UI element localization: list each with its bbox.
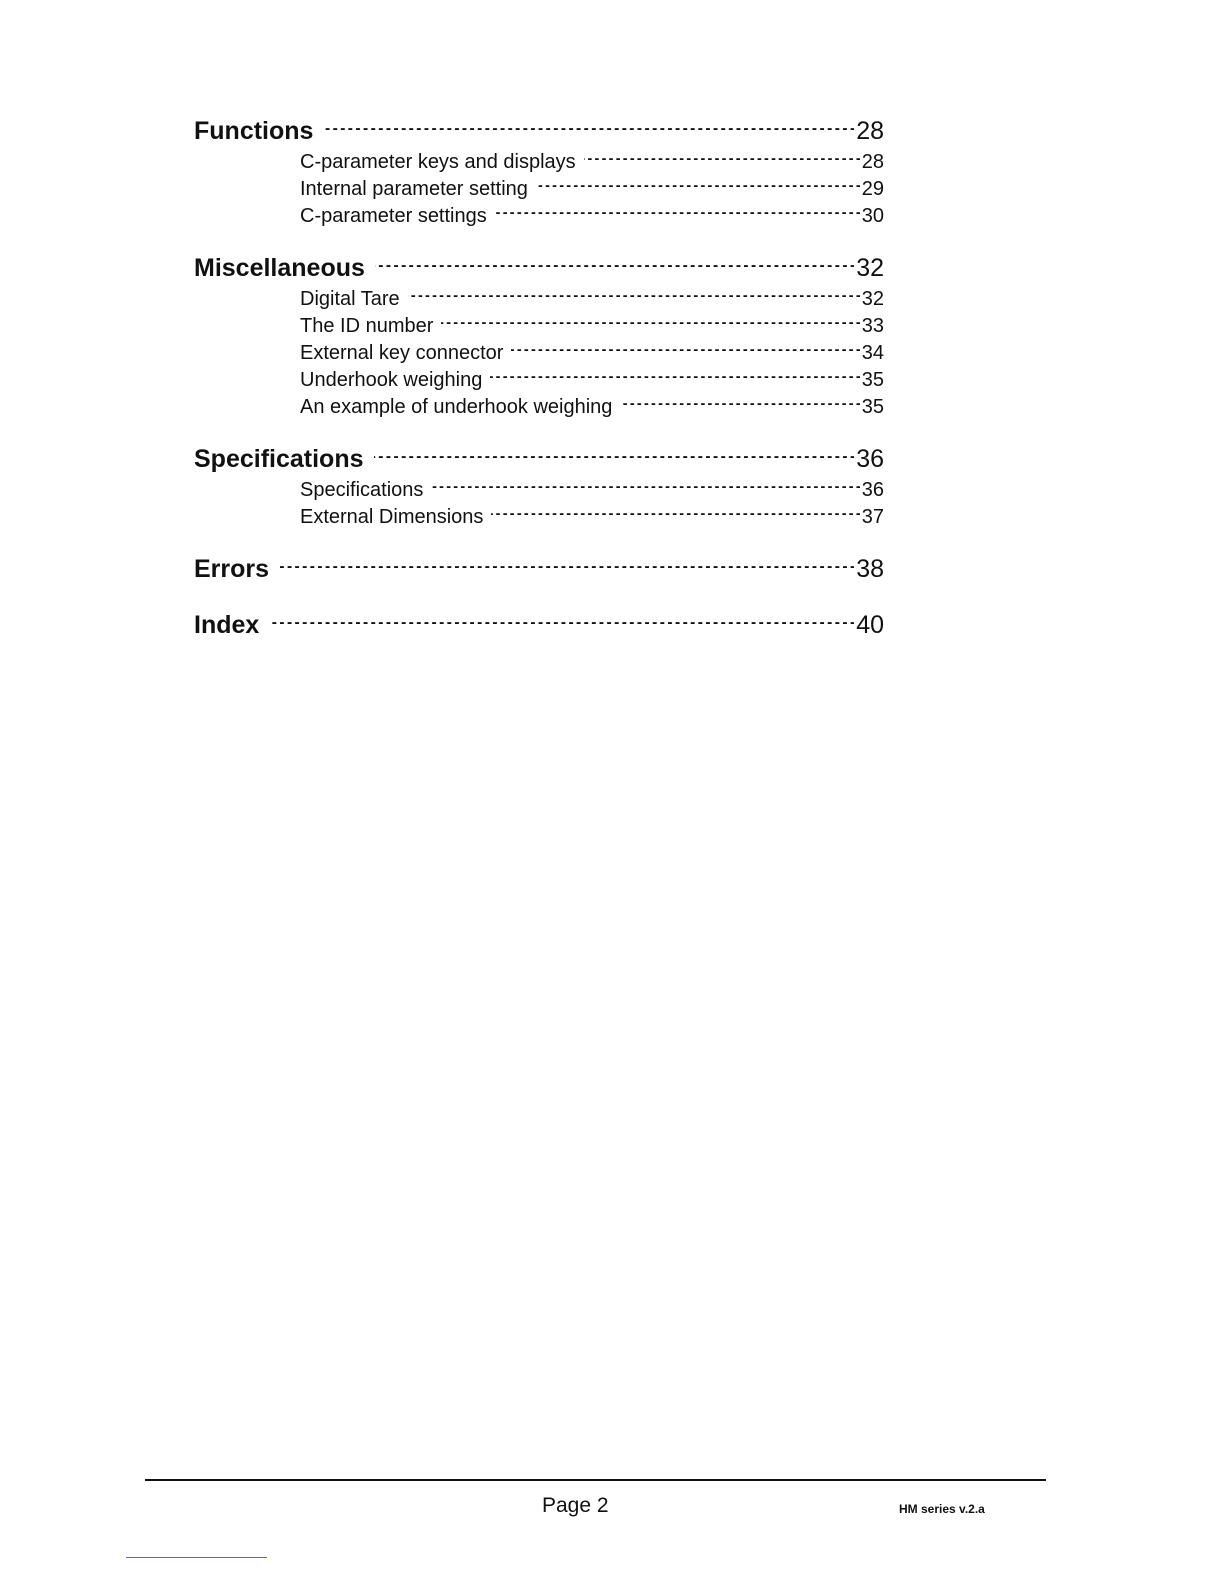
toc-heading-title: Miscellaneous (194, 254, 365, 282)
dot-leader (620, 393, 859, 413)
toc-entry[interactable] (194, 148, 884, 175)
toc-entry[interactable] (194, 339, 884, 366)
toc-page-number: 37 (861, 506, 884, 528)
toc-page-number: 28 (861, 151, 884, 173)
footer-series-label: HM series v.2.a (899, 1502, 985, 1516)
toc-section-errors (194, 552, 884, 586)
toc-page-number: 35 (861, 396, 884, 418)
footer-underline-mark (126, 1557, 267, 1558)
toc-entry-title: Underhook weighing (300, 369, 483, 391)
toc-page-number: 32 (861, 288, 884, 310)
footer-divider (145, 1479, 1046, 1481)
toc-heading[interactable] (194, 114, 884, 148)
toc-entry-title: C-parameter settings (300, 205, 487, 227)
dot-leader (374, 442, 855, 467)
toc-entry[interactable] (194, 312, 884, 339)
toc-section-functions (194, 114, 884, 229)
toc-entry[interactable] (194, 285, 884, 312)
toc-entry[interactable] (194, 393, 884, 420)
dot-leader (279, 552, 854, 577)
dot-leader (269, 608, 854, 633)
toc-page-number: 40 (856, 611, 884, 639)
toc-heading-title: Functions (194, 117, 314, 145)
toc-entry-title: C-parameter keys and displays (300, 151, 576, 173)
toc-entry-title: Digital Tare (300, 288, 400, 310)
dot-leader (536, 175, 860, 195)
toc-entry-title: Specifications (300, 479, 424, 501)
dot-leader (431, 476, 859, 496)
dot-leader (584, 148, 860, 168)
table-of-contents (194, 114, 884, 664)
toc-entry[interactable] (194, 476, 884, 503)
toc-section-index (194, 608, 884, 642)
toc-entry[interactable] (194, 503, 884, 530)
toc-page-number: 36 (861, 479, 884, 501)
dot-leader (408, 285, 860, 305)
toc-heading-title: Index (194, 611, 260, 639)
toc-entry[interactable] (194, 366, 884, 393)
toc-entry-title: The ID number (300, 315, 434, 337)
toc-page-number: 36 (856, 445, 884, 473)
toc-page-number: 38 (856, 555, 884, 583)
dot-leader (495, 202, 860, 222)
toc-page-number: 30 (861, 205, 884, 227)
toc-entry[interactable] (194, 175, 884, 202)
dot-leader (490, 366, 859, 386)
toc-heading[interactable] (194, 442, 884, 476)
toc-section-miscellaneous (194, 251, 884, 420)
dot-leader (511, 339, 859, 359)
dot-leader (441, 312, 859, 332)
toc-heading-title: Errors (194, 555, 270, 583)
toc-page-number: 28 (856, 117, 884, 145)
toc-page-number: 32 (856, 254, 884, 282)
toc-entry-title: External key connector (300, 342, 504, 364)
footer-page-number: Page 2 (542, 1494, 609, 1517)
dot-leader (491, 503, 859, 523)
toc-entry-title: External Dimensions (300, 506, 484, 528)
toc-page-number: 34 (861, 342, 884, 364)
toc-heading-title: Specifications (194, 445, 364, 473)
toc-entry-title: Internal parameter setting (300, 178, 528, 200)
toc-entry-title: An example of underhook weighing (300, 396, 613, 418)
dot-leader (323, 114, 854, 139)
toc-page-number: 29 (861, 178, 884, 200)
toc-heading[interactable] (194, 251, 884, 285)
toc-section-specifications (194, 442, 884, 530)
dot-leader (375, 251, 854, 276)
toc-entry[interactable] (194, 202, 884, 229)
toc-heading[interactable] (194, 608, 884, 642)
toc-heading[interactable] (194, 552, 884, 586)
toc-page-number: 35 (861, 369, 884, 391)
toc-page-number: 33 (861, 315, 884, 337)
